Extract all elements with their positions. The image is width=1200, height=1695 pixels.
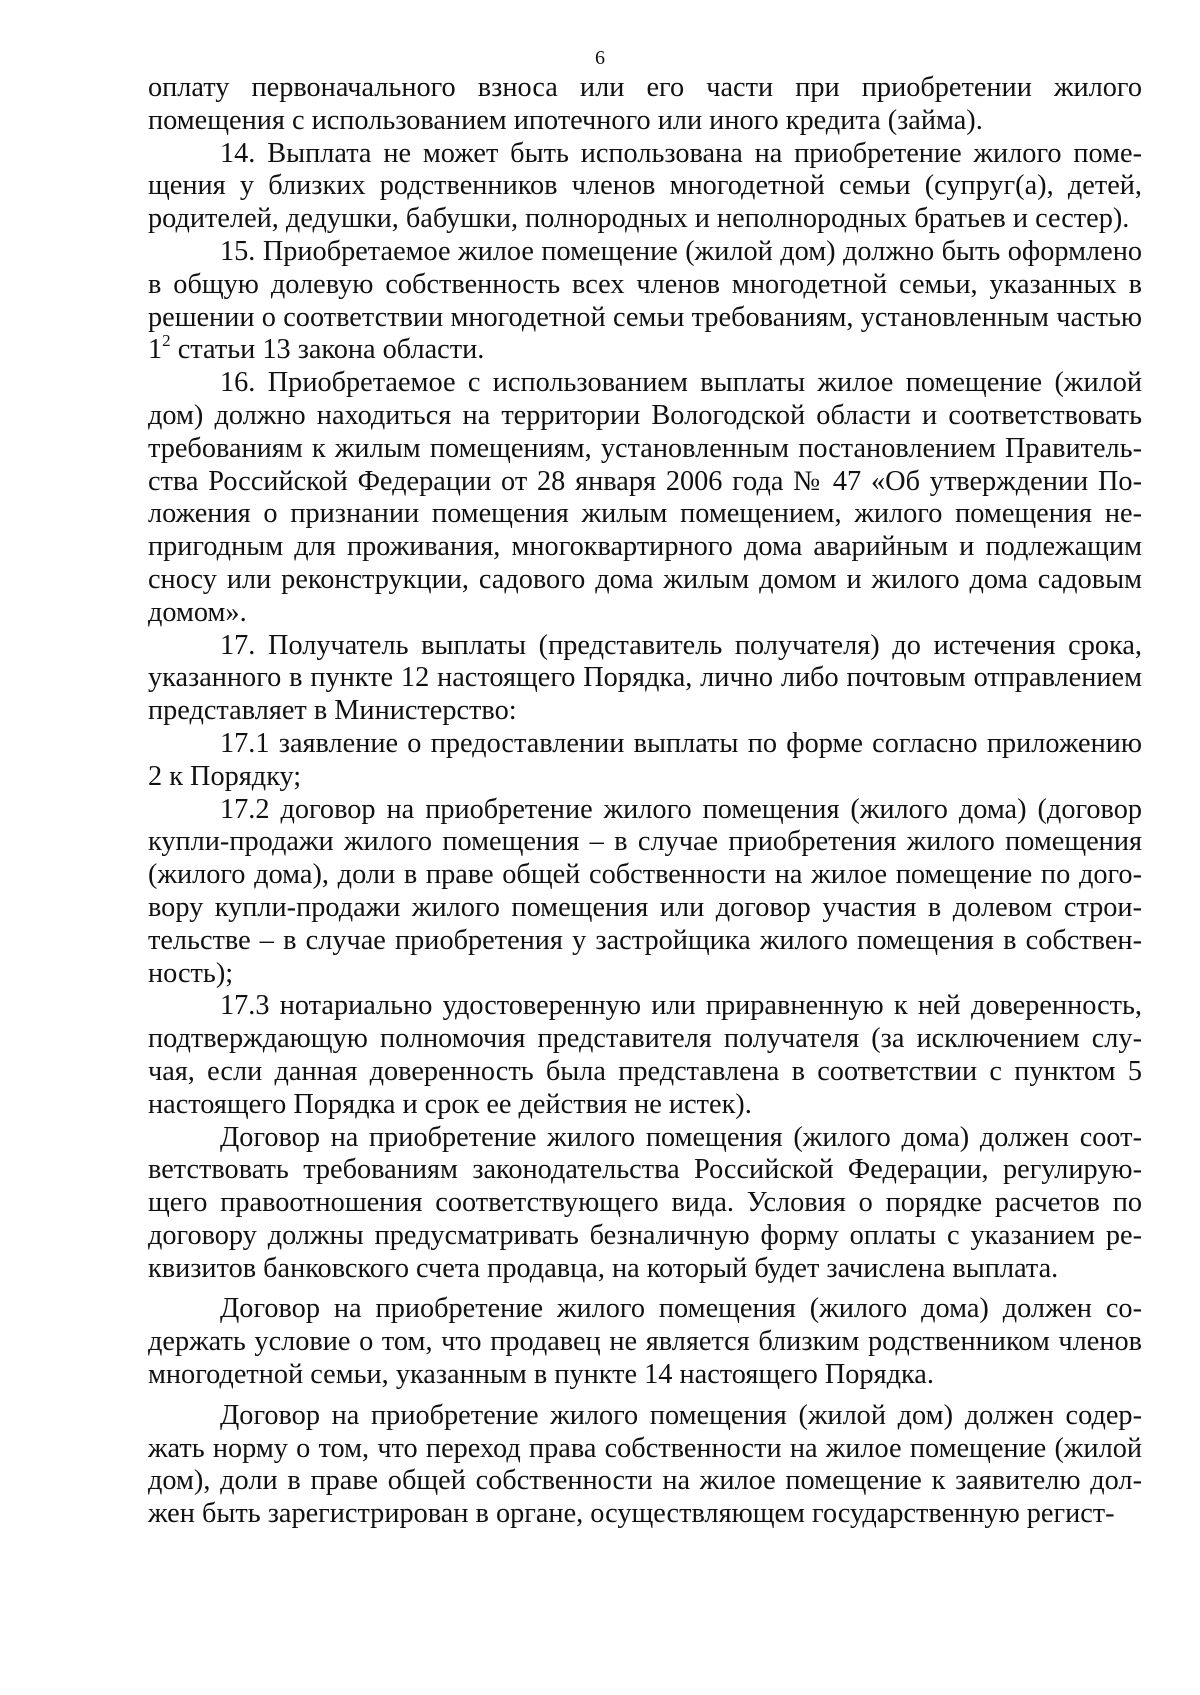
paragraph-15-superscript: 2 <box>162 331 171 351</box>
paragraph-14: 14. Выплата не может быть использована на приобретение жилого помещения у близких родственников членов многодетной семьи (супруг(а), детей, родителей, дедушки, бабушки, полнородных и неполнородных братьев и сестер). <box>148 137 1142 235</box>
paragraph-ownership-transfer: Договор на приобретение жилого помещения (жилой дом) должен содержать норму о том, что переход права собственности на жилое помещение (жилой дом), доли в праве общей собственности на жилое помещение к заявителю должен быть зарегистрирован в органе, осуществляющем государственную регист- <box>148 1399 1142 1530</box>
paragraph-17-2: 17.2 договор на приобретение жилого помещения (жилого дома) (договор купли-продажи жилого помещения – в случае приобретения жилого помещения (жилого дома), доли в праве общей собственности на жилое помещение по договору купли-продажи жилого помещения или договор участия в долевом строительстве – в случае приобретения у застройщика жилого помещения в собственность); <box>148 793 1142 989</box>
paragraph-seller-condition: Договор на приобретение жилого помещения (жилого дома) должен содержать условие о том, что продавец не является близким родственником членов многодетной семьи, указанным в пункте 14 настоящего Порядка. <box>148 1293 1142 1391</box>
paragraph-15-text: 15. Приобретаемое жилое помещение (жилой дом) должно быть оформлено в общую долевую собственность всех членов многодетной семьи, указанных в решении о соответствии многодетной семьи требованиям, установленным частью 1 <box>148 235 1142 366</box>
paragraph-continuation: оплату первоначального взноса или его части при приобретении жилого помещения с использованием ипотечного или иного кредита (займа). <box>148 72 1142 136</box>
page-number: 6 <box>595 47 605 69</box>
paragraph-16: 16. Приобретаемое с использованием выплаты жилое помещение (жилой дом) должно находиться на территории Вологодской области и соответствовать требованиям к жилым помещениям, установленным постановлением Правительства Российской Федерации от 28 января 2006 года № 47 «Об утверждении Положения о признании помещения жилым помещением, жилого помещения непригодным для проживания, многоквартирного дома аварийным и подлежащим сносу или реконструкции, садового дома жилым домом и жилого дома садовым домом». <box>148 367 1142 628</box>
paragraph-15 <box>148 236 1142 367</box>
paragraph-15-tail: статьи 13 закона области. <box>170 334 485 366</box>
paragraph-17-1: 17.1 заявление о предоставлении выплаты по форме согласно приложению 2 к Порядку; <box>148 727 1142 792</box>
paragraph-17-3: 17.3 нотариально удостоверенную или приравненную к ней доверенность, подтверждающую полномочия представителя получателя (за исключением случая, если данная доверенность была представлена в соответствии с пунктом 5 настоящего Порядка и срок ее действия не истек). <box>148 990 1142 1120</box>
document-body <box>148 72 1142 1531</box>
paragraph-contract-requirements: Договор на приобретение жилого помещения (жилого дома) должен соответствовать требованиям законодательства Российской Федерации, регулирующего правоотношения соответствующего вида. Условия о порядке расчетов по договору должны предусматривать безналичную форму оплаты с указанием реквизитов банковского счета продавца, на который будет зачислена выплата. <box>148 1121 1142 1284</box>
paragraph-17: 17. Получатель выплаты (представитель получателя) до истечения срока, указанного в пункте 12 настоящего Порядка, лично либо почтовым отправлением представляет в Министерство: <box>148 629 1142 727</box>
